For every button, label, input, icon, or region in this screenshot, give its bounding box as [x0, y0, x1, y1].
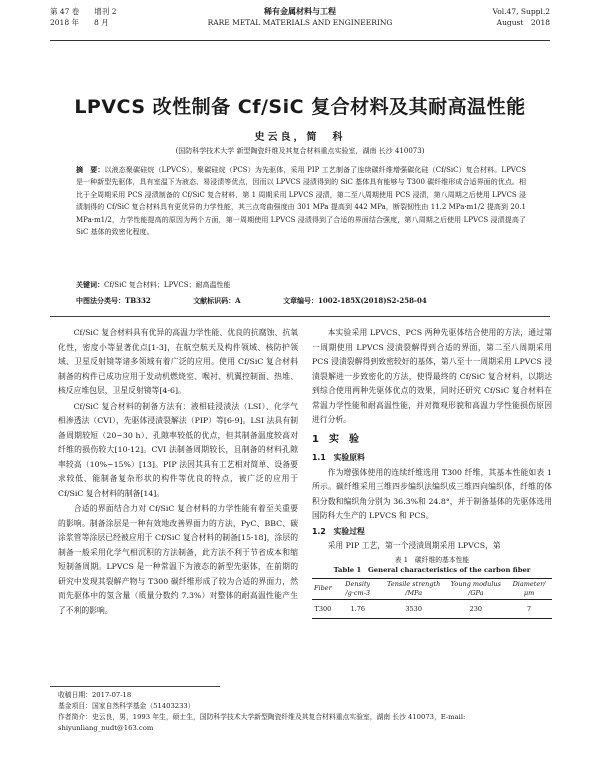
- paper-title: LPVCS 改性制备 Cf/SiC 复合材料及其耐高温性能: [74, 96, 526, 118]
- table-cell: 3530: [382, 599, 446, 619]
- table-header: Young modulus /GPa: [446, 578, 507, 599]
- date-en: August 2018: [496, 18, 550, 27]
- abstract: [76, 164, 526, 238]
- author-bio: 作者简介：史云良，男，1993 年生，硕士生，国防科学技术大学新型陶瓷纤维及其复合材料重点实验室，湖南 长沙 410073，E-mail: shiyunliang_nudt@163.com: [58, 713, 466, 732]
- table-cell: 7: [506, 599, 552, 619]
- footnote-rule: [50, 686, 220, 687]
- body-column-left: [58, 326, 298, 619]
- authors: 史云良，简 科: [254, 132, 346, 143]
- table-cell: 1.76: [334, 599, 382, 619]
- table-caption-en: Table 1 General characteristics of the carbon fiber: [333, 565, 531, 574]
- section-heading: 1 实 验: [312, 433, 359, 445]
- received-date: 收稿日期：2017-07-18: [58, 691, 132, 699]
- footnote: [58, 690, 540, 734]
- affiliation: (国防科学技术大学 新型陶瓷纤维及其复合材料重点实验室，湖南 长沙 410073): [175, 147, 425, 155]
- table-header-row: [312, 578, 552, 599]
- journal-name-en: RARE METAL MATERIALS AND ENGINEERING: [207, 18, 393, 27]
- table-header: Diameter/ μm: [506, 578, 552, 599]
- header-rule: [50, 40, 550, 41]
- subsection-heading: 1.2 实验过程: [312, 526, 365, 536]
- paragraph: 合适的界面结合力对 Cf/SiC 复合材料的力学性能有着至关重要的影响。制备涂层是一种有效地改善界面力的方法，PyC、BBC、碳涂浆管等涂层已经被应用于 Cf/SiC 复合材料的制备[15-18]，涂层的制备一般采用化学气相沉积的方法制备，此方法不利于节省成本和缩短制备周期。LPVCS 是一种常温下为液态的新型先驱体，在前期的研究中发现其裂解产物与 T300 碳纤维形成了较为合适的界面力，然而先驱体中的氢含量（质量分数约 7.3%）对整体的耐高温性能产生了不利的影响。: [58, 504, 298, 615]
- paragraph: Cf/SiC 复合材料的制备方法有：液相硅浸渍法（LSI）、化学气相渗透法（CVI），先驱体浸渍裂解法（PIP）等[6-9]。LSI 法具有制备周期较短（20~30 h）、孔隙率较低的优点，但其制备温度较高对纤维的损伤较大[10-12]。CVI 法制备周期较长，且制备的材料孔隙率较高（10%~15%）[13]。PIP 法因其具有工艺相对简单、设备要求较低、能制备复杂形状的构件等优良的特点，被广泛的应用于 Cf/SiC 复合材料的制备[14]。: [58, 401, 298, 498]
- document-code: 文献标识码：A: [193, 296, 241, 305]
- table-cell: 230: [446, 599, 507, 619]
- abstract-label: 摘 要：: [76, 165, 105, 174]
- subsection-heading: 1.1 实验原料: [312, 453, 365, 462]
- keywords-label: 关键词：: [76, 280, 104, 289]
- fiber-properties-table: [312, 578, 552, 620]
- clc-number: 中图法分类号：TB332: [76, 296, 151, 305]
- volume-en: Vol.47, Suppl.2: [492, 7, 550, 16]
- table-header: Tensile strength /MPa: [382, 578, 446, 599]
- keywords: [76, 280, 526, 290]
- paragraph: 作为增强体使用的连续纤维选用 T300 纤维，其基本性能如表 1 所示。碳纤维采用三维四步编织法编织成三维四向编织体，纤维的体积分数和编织角分别为 36.3%和 24.8°，并于制备基体的先驱体选用国防科大生产的 LPVCS 和 PCS。: [312, 467, 552, 520]
- keywords-text: Cf/SiC 复合材料；LPVCS；耐高温性能: [104, 281, 231, 289]
- table-header: Fiber: [312, 578, 334, 599]
- table-cell: T300: [312, 599, 334, 619]
- table-header: Density /g·cm-3: [334, 578, 382, 599]
- body-column-right: [312, 326, 552, 619]
- journal-name-zh: 稀有金属材料与工程: [264, 6, 336, 16]
- classification-line: [76, 296, 526, 306]
- article-number: 文章编号：1002-185X(2018)S2-258-04: [283, 296, 427, 305]
- volume-zh: 第 47 卷 增刊 2: [50, 7, 117, 16]
- paragraph: Cf/SiC 复合材料具有优异的高温力学性能、优良的抗腐蚀、抗氧化性，密度小等显著优点[1-3]，在航空航天及构件领域、核防护领域、卫星反射镜等诸多领域有着广泛的应用。使用 Cf/SiC 复合材料制备的构件已成功应用于发动机燃烧室、喉衬、机翼控制面、热堆、核反应堆包层，卫星反射镜等[4-6]。: [58, 328, 298, 395]
- table-row: [312, 599, 552, 619]
- header-right: [493, 6, 550, 28]
- paragraph: 本实验采用 LPVCS、PCS 两种先驱体结合使用的方法，通过第一周期使用 LPVCS 浸渍裂解得到合适的界面，第二至八周期采用 PCS 浸渍裂解得到致密较好的基体，第八至十一周期采用 LPVCS 浸渍裂解进一步致密化的方法，使得最终的 Cf/SiC 复合材料，以期达到综合使用两种先驱体优点的效果，同时还研究 Cf/SiC 复合材料在常温力学性能和耐高温性能，并对微观形貌和高温力学性能损伤原因进行分析。: [312, 328, 552, 424]
- date-zh: 2018 年 8 月: [50, 18, 109, 27]
- paragraph: 采用 PIP 工艺，第一个浸渍周期采用 LPVCS，第: [327, 541, 501, 550]
- table-caption-zh: 表 1 碳纤维的基本性能: [394, 555, 470, 564]
- abstract-text: 以液态聚碳硅烷（LPVCS）、聚碳硅烷（PCS）为先驱体，采用 PIP 工艺制备了连续碳纤维增强碳化硅（Cf/SiC）复合材料。LPVCS 是一种新型先驱体，具有室温下为液态、易浸渍等优点，因而以 LPVCS 浸渍得到的 SiC 基体具有能够与 T300 碳纤维形成合适界面的优点。相比于全周期采用 PCS 浸渍制备的 Cf/SiC 复合材料，第 1 周期采用 LPVCS 浸渍，第二至八周期使用 PCS 浸渍，第八周期之后使用 LPVCS 浸渍制得的 Cf/SiC 复合材料具有更优异的力学性能，其三点弯曲强度由 301 MPa 提高到 442 MPa，断裂韧性由 11.2 MPa·m1/2 提高到 20.1 MPa·m1/2，力学性能提高的原因为两个方面，第一周期使用 LPVCS 浸渍得到了合适的界面结合强度，第八周期之后使用 LPVCS 浸渍提高了 SiC 基体的致密化程度。: [76, 166, 526, 237]
- header-center: [50, 6, 550, 28]
- abstract-separator: [50, 316, 550, 317]
- fund-info: 基金项目：国家自然科学基金（51403233）: [58, 702, 195, 710]
